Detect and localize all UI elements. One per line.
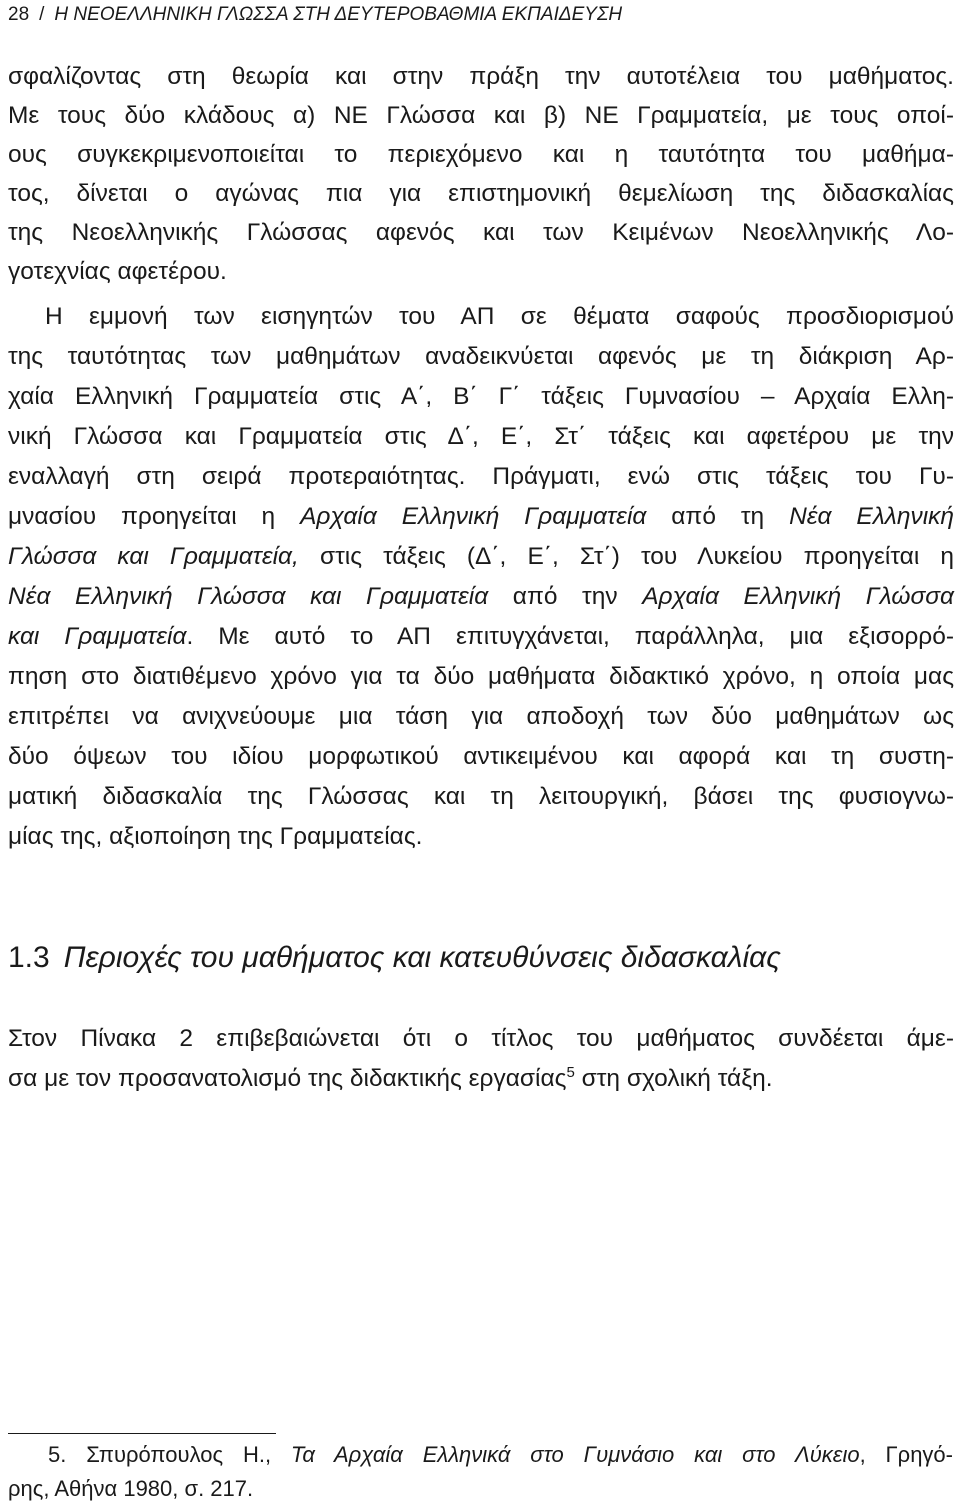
italic-title: Αρχαία Ελληνική Γλώσσα [642,583,954,610]
text-run: μνασίου προηγείται η [8,503,301,530]
section-number: 1.3 [8,941,50,974]
footnote-author: Σπυρόπουλος Η., [86,1442,291,1467]
text-run: στη σχολική τάξη. [574,1065,773,1092]
p1-line-6: γοτεχνίας αφετέρου. [8,258,227,285]
p2-line-10: πηση στο διατιθέμενο χρόνο για τα δύο μαθήματα διδακτικό χρόνο, η οποία μας [8,663,954,690]
p3-line-1: Στον Πίνακα 2 επιβεβαιώνεται ότι ο τίτλος του μαθήματος συνδέεται άμε- [8,1025,954,1052]
footnote-line-1 [48,1440,953,1470]
italic-title: Γλώσσα και Γραμματεία, [8,543,299,570]
p2-line-13: ματική διδασκαλία της Γλώσσας και τη λειτουργική, βάσει της φυσιογνω- [8,783,954,810]
p1-line-5: της Νεοελληνικής Γλώσσας αφενός και των Κειμένων Νεοελληνικής Λο- [8,219,954,246]
p2-line-4: νική Γλώσσα και Γραμματεία στις Δ΄, Ε΄, Στ΄ τάξεις και αφετέρου με την [8,423,954,450]
footnote-title: Τα Αρχαία Ελληνικά στο Γυμνάσιο και στο Λύκειο [290,1442,860,1467]
p2-line-3: χαία Ελληνική Γραμματεία στις Α΄, Β΄ Γ΄ τάξεις Γυμνασίου – Αρχαία Ελλη- [8,383,954,410]
p2-line-8 [8,580,954,614]
p2-line-6 [8,500,954,534]
italic-title: Αρχαία Ελληνική Γραμματεία [300,503,647,530]
section-heading [8,938,781,978]
running-title: Η ΝΕΟΕΛΛΗΝΙΚΗ ΓΛΩΣΣΑ ΣΤΗ ΔΕΥΤΕΡΟΒΑΘΜΙΑ ΕΚΠΑΙΔΕΥΣΗ [54,4,623,25]
running-header [8,0,622,30]
p2-line-9 [8,620,954,654]
p2-line-7 [8,540,954,574]
italic-title: Νέα Ελληνική Γλώσσα και Γραμματεία [8,583,489,610]
italic-title: Νέα Ελληνική [789,503,954,530]
text-run: σα με τον προσανατολισμό της διδακτικής εργασίας [8,1065,567,1092]
text-run: από την [488,583,643,610]
p1-line-2: Με τους δύο κλάδους α) ΝΕ Γλώσσα και β) ΝΕ Γραμματεία, με τους οποί- [8,102,954,129]
p1-line-1: σφαλίζοντας στη θεωρία και στην πράξη την αυτοτέλεια του μαθήματος. [8,63,954,90]
p2-line-5: εναλλαγή στη σειρά προτεραιότητας. Πράγματι, ενώ στις τάξεις του Γυ- [8,463,954,490]
footnote-rule [8,1433,276,1434]
p2-line-2: της ταυτότητας των μαθημάτων αναδεικνύεται αφενός με τη διάκριση Αρ- [8,343,954,370]
text-run: από τη [646,503,790,530]
text-run: στις τάξεις (Δ΄, Ε΄, Στ΄) του Λυκείου προηγείται η [298,543,954,570]
p2-line-14: μίας της, αξιοποίηση της Γραμματείας. [8,823,423,850]
footnote-line-2: ρης, Αθήνα 1980, σ. 217. [8,1476,254,1501]
p2-line-12: δύο όψεων του ιδίου μορφωτικού αντικειμένου και αφορά και τη συστη- [8,743,954,770]
p2-line-1: Η εμμονή των εισηγητών του ΑΠ σε θέματα σαφούς προσδιορισμού [45,303,954,330]
text-run: . Με αυτό το ΑΠ επιτυγχάνεται, παράλληλα, μια εξισορρό- [186,623,954,650]
footnote-publisher: , Γρηγό- [859,1442,953,1467]
header-separator: / [39,4,45,25]
page-number: 28 [8,4,30,25]
p1-line-4: τος, δίνεται ο αγώνας πια για επιστημονική θεμελίωση της διδασκαλίας [8,180,954,207]
footnote-ref: 5 [566,1064,575,1081]
p2-line-11: επιτρέπει να ανιχνεύουμε μια τάση για αποδοχή των δύο μαθημάτων ως [8,703,954,730]
section-title: Περιοχές του μαθήματος και κατευθύνσεις διδασκαλίας [63,941,781,974]
italic-title: και Γραμματεία [8,623,187,650]
p1-line-3: ους συγκεκριμενοποιείται το περιεχόμενο και η ταυτότητα του μαθήμα- [8,141,954,168]
p3-line-2 [8,1062,773,1096]
footnote-number: 5. [48,1442,67,1467]
